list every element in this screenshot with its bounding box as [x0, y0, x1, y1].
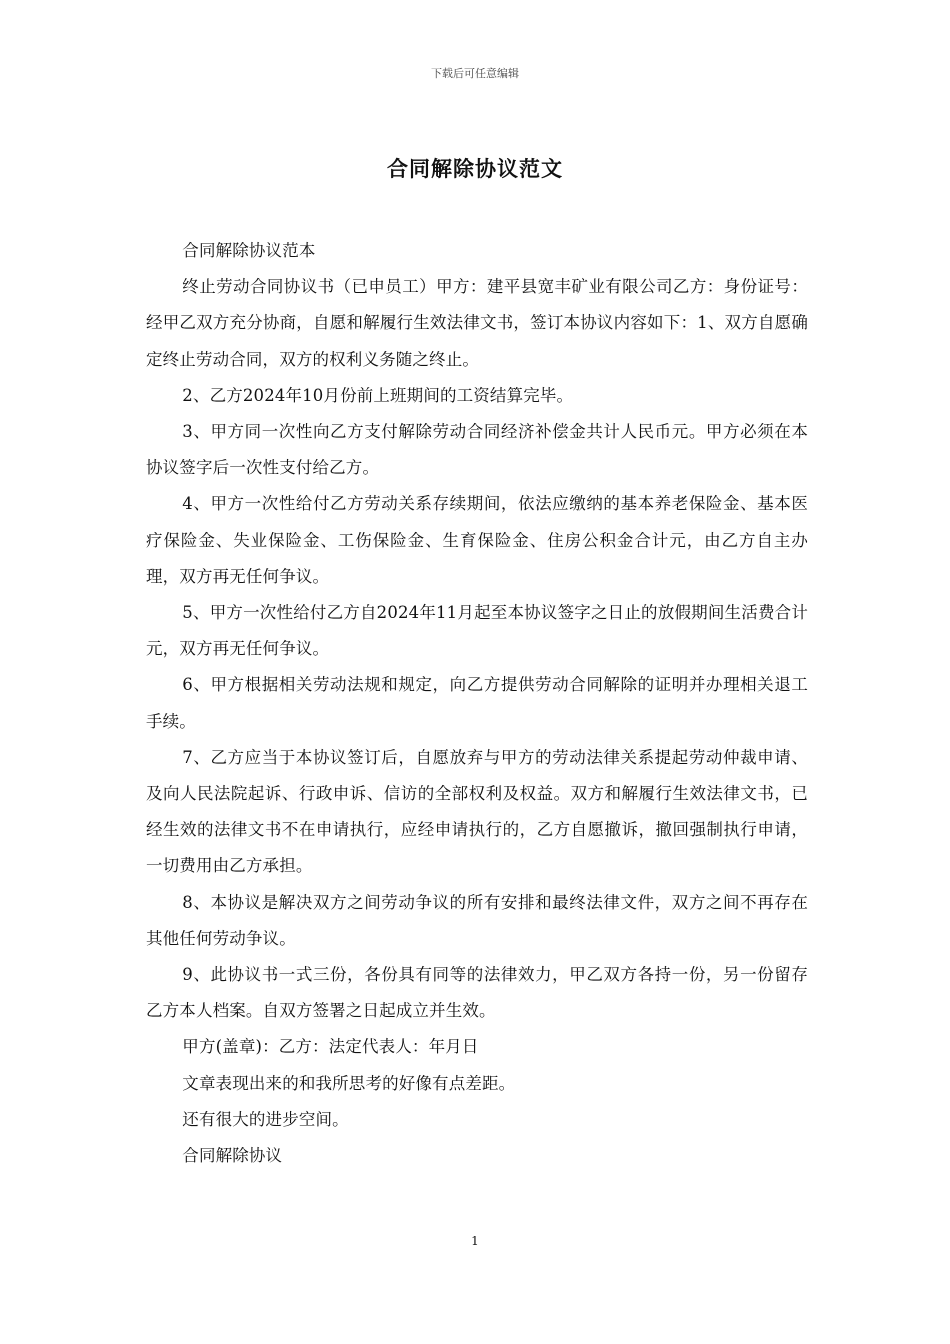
paragraph-clause-7: 7、乙方应当于本协议签订后，自愿放弃与甲方的劳动法律关系提起劳动仲裁申请、及向人民法院起诉、行政申诉、信访的全部权利及权益。双方和解履行生效法律文书，已经生效的法律文书不在申请执行，应经申请执行的，乙方自愿撤诉，撤回强制执行申请，一切费用由乙方承担。 [146, 747, 808, 876]
paragraph-comment-1: 文章表现出来的和我所思考的好像有点差距。 [182, 1073, 516, 1093]
paragraph-clause-9: 9、此协议书一式三份，各份具有同等的法律效力，甲乙双方各持一份，另一份留存乙方本人档案。自双方签署之日起成立并生效。 [146, 965, 808, 1021]
paragraph-subtitle: 合同解除协议范本 [182, 241, 316, 260]
paragraph-comment-2: 还有很大的进步空间。 [182, 1109, 349, 1129]
paragraph-clause-4: 4、甲方一次性给付乙方劳动关系存续期间，依法应缴纳的基本养老保险金、基本医疗保险金、失业保险金、工伤保险金、生育保险金、住房公积金合计元，由乙方自主办理，双方再无任何争议。 [146, 494, 808, 586]
paragraph-clause-5: 5、甲方一次性给付乙方自2024年11月起至本协议签字之日止的放假期间生活费合计元，双方再无任何争议。 [146, 603, 808, 659]
paragraph-clause-3: 3、甲方同一次性向乙方支付解除劳动合同经济补偿金共计人民币元。甲方必须在本协议签字后一次性支付给乙方。 [146, 422, 808, 478]
document-body [146, 233, 808, 1174]
page-number: 1 [471, 1234, 479, 1248]
paragraph-section-heading: 合同解除协议 [182, 1146, 283, 1166]
paragraph-clause-2: 2、乙方2024年10月份前上班期间的工资结算完毕。 [182, 385, 574, 405]
paragraph-clause-6: 6、甲方根据相关劳动法规和规定，向乙方提供劳动合同解除的证明并办理相关退工手续。 [146, 675, 808, 731]
document-title: 合同解除协议范文 [387, 156, 563, 181]
paragraph-intro: 终止劳动合同协议书（已申员工）甲方：建平县宽丰矿业有限公司乙方：身份证号：经甲乙双方充分协商，自愿和解履行生效法律文书，签订本协议内容如下：1、双方自愿确定终止劳动合同，双方的权利义务随之终止。 [146, 277, 808, 369]
page-header-note: 下载后可任意编辑 [431, 67, 519, 80]
paragraph-signature-line: 甲方(盖章)：乙方：法定代表人：年月日 [182, 1037, 479, 1057]
paragraph-clause-8: 8、本协议是解决双方之间劳动争议的所有安排和最终法律文件，双方之间不再存在其他任何劳动争议。 [146, 892, 808, 948]
